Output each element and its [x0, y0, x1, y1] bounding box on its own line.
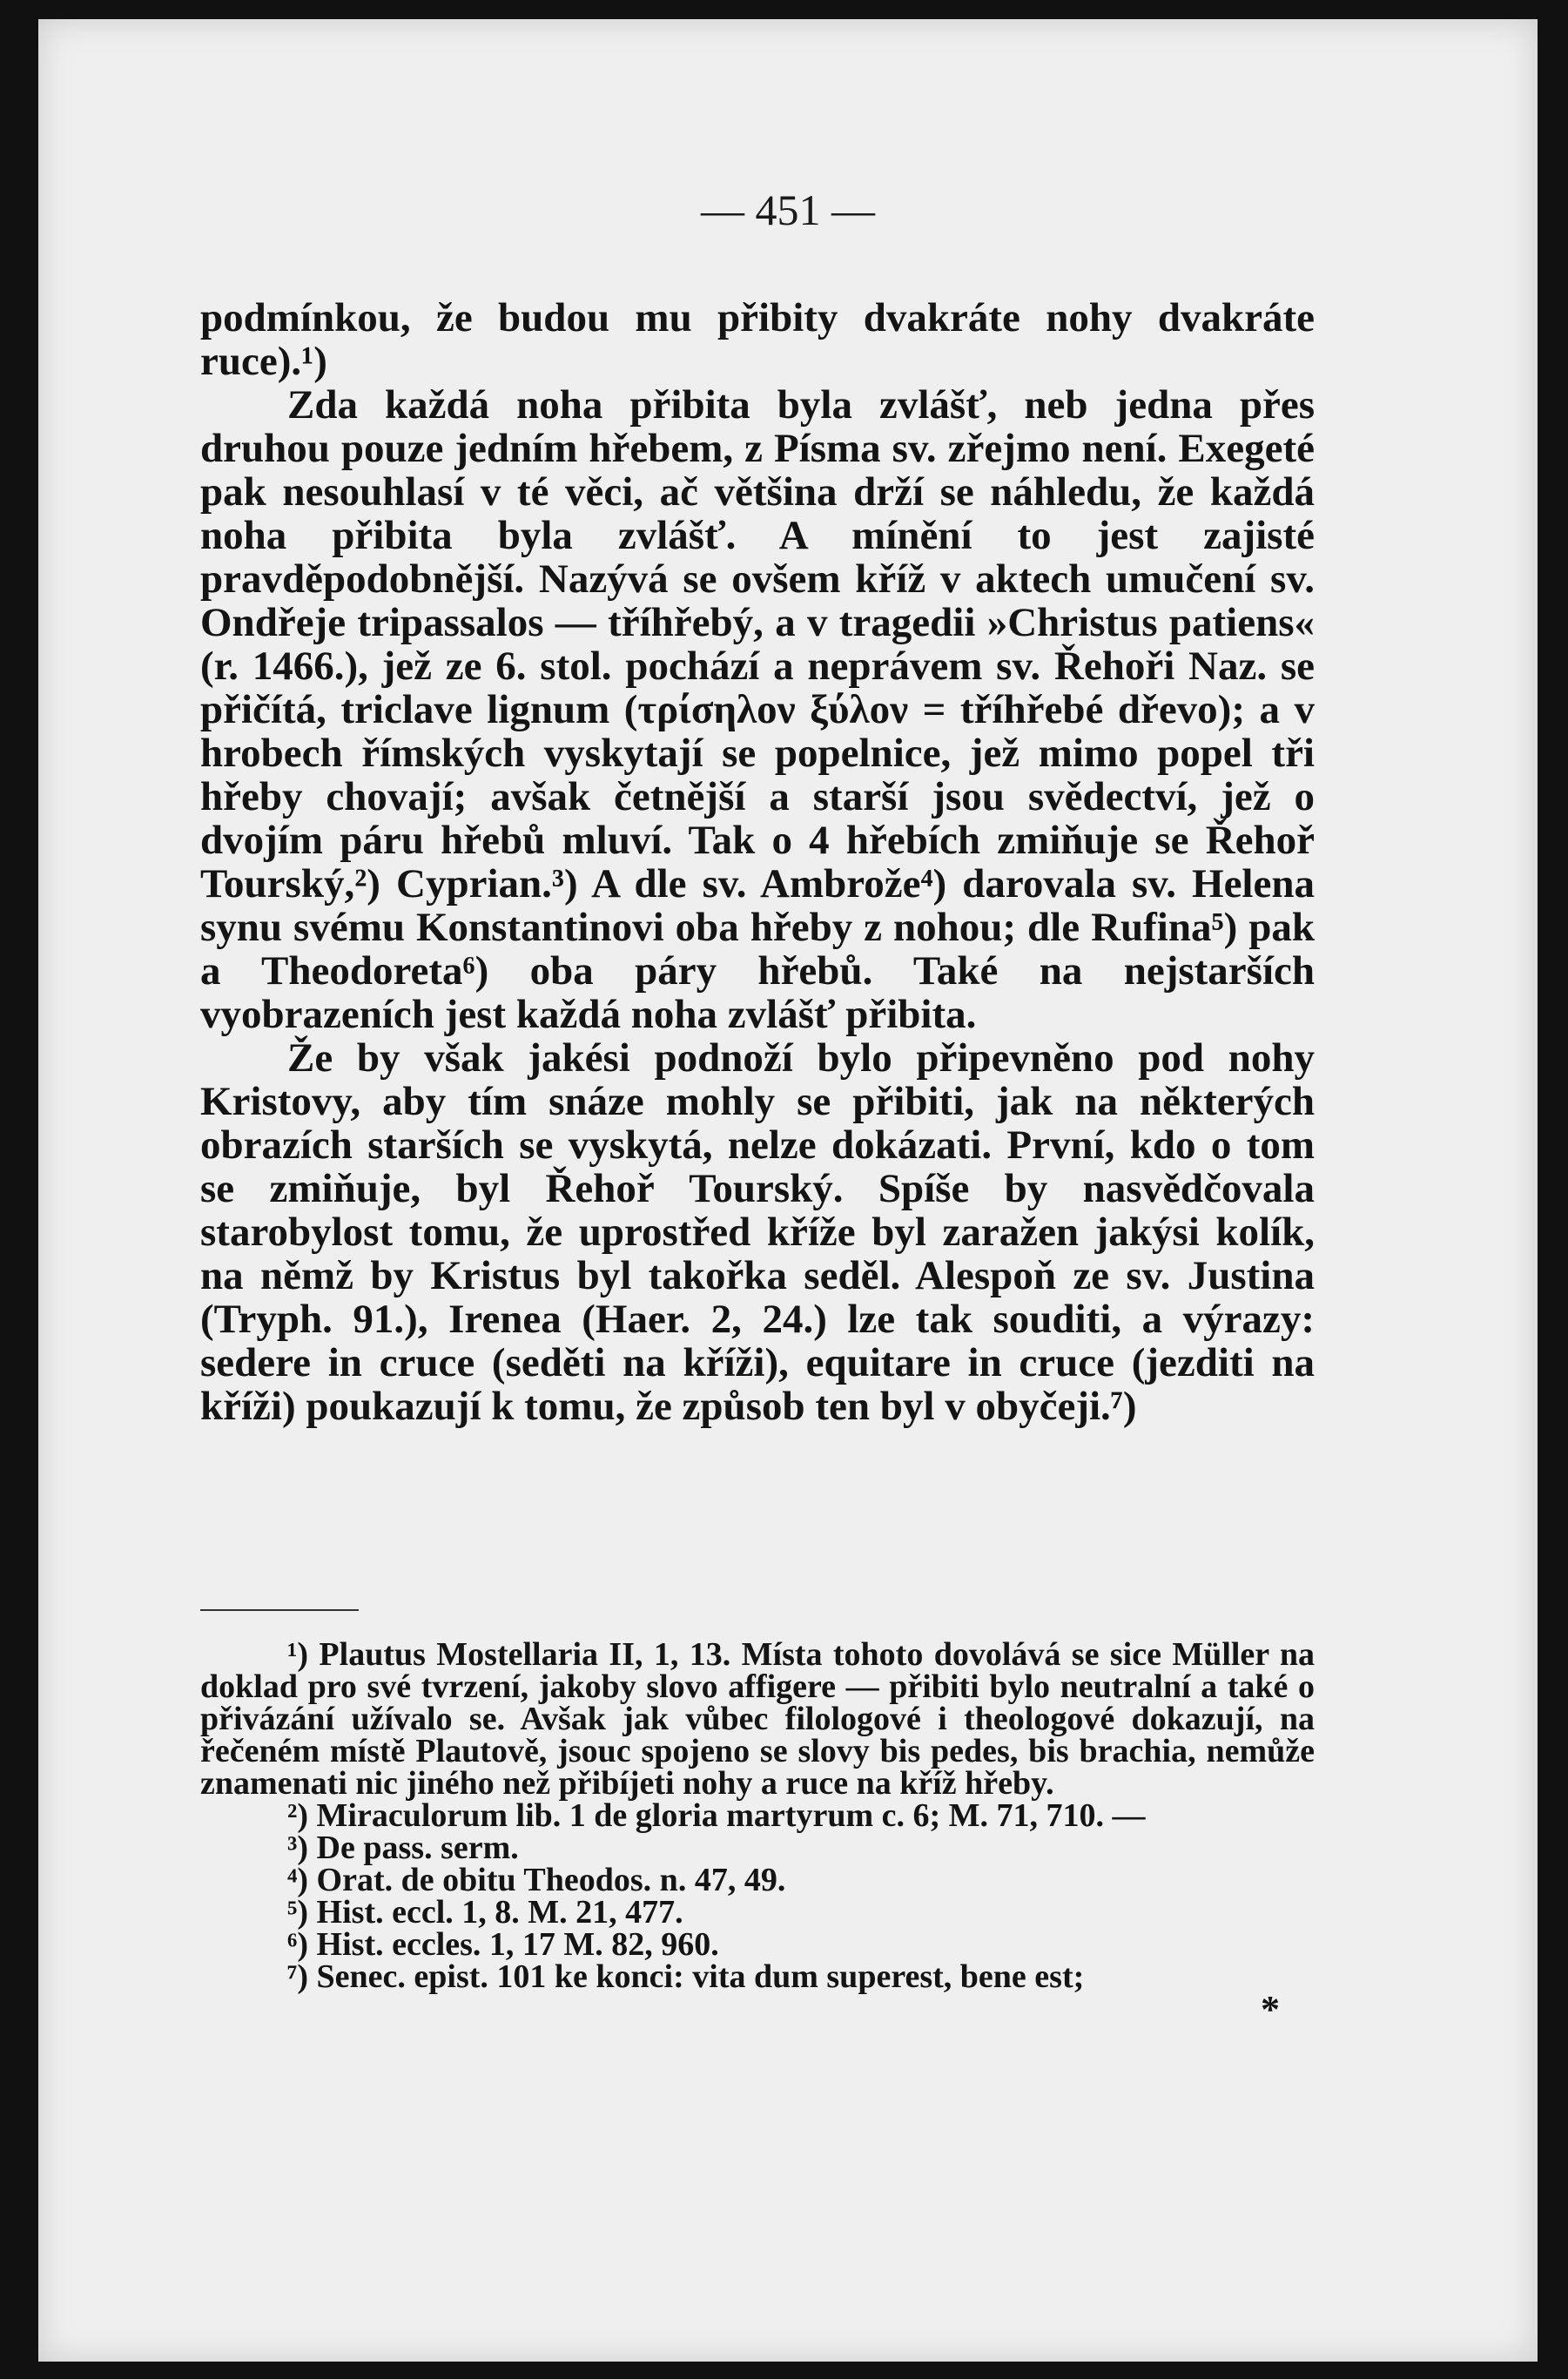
footnote-7: ⁷) Senec. epist. 101 ke konci: vita dum superest, bene est;	[287, 1958, 1085, 1995]
footnote-divider	[200, 1609, 359, 1611]
footnote-6: ⁶) Hist. eccles. 1, 17 M. 82, 960.	[287, 1926, 719, 1963]
footnotes	[200, 1636, 1315, 2031]
footnote-1: ¹) Plautus Mostellaria II, 1, 13. Místa tohoto dovolává se sice Müller na doklad pro své tvrzení, jakoby slovo affigere — přibiti bylo neutralní a také o přivázání užívalo se. Avšak jak vůbec filologové i theologové dokazují, na řečeném místě Plautově, jsouc spojeno se slovy bis pedes, bis brachia, nemůže znamenati nic jiného než přibíjeti nohy a ruce na kříž hřeby.	[200, 1636, 1315, 1802]
paragraph-2: Zda každá noha přibita byla zvlášť, neb jedna přes druhou pouze jedním hřebem, z Písma sv. zřejmo není. Exegeté pak nesouhlasí v té věci, ač většina drží se náhledu, že každá noha přibita byla zvlášť. A mínění to jest zajisté pravděpodobnější. Nazývá se ovšem kříž v aktech umučení sv. Ondřeje tripassalos — tříhřebý, a v tragedii »Christus patiens« (r. 1466.), jež ze 6. stol. pochází a neprávem sv. Řehoři Naz. se přičítá, triclave lignum (τρίσηλον ξύλον = tříhřebé dřevo); a v hrobech římských vyskytají se popelnice, jež mimo popel tři hřeby chovají; avšak četnější a starší jsou svědectví, jež o dvojím páru hřebů mluví. Tak o 4 hřebích zmiňuje se Řehoř Tourský,²) Cyprian.³) A dle sv. Ambrože⁴) darovala sv. Helena synu svému Konstantinovi oba hřeby z nohou; dle Rufina⁵) pak a Theodoreta⁶) oba páry hřebů. Také na nejstarších vyobrazeních jest každá noha zvlášť přibita.	[200, 382, 1315, 1037]
footnote-2: ²) Miraculorum lib. 1 de gloria martyrum c. 6; M. 71, 710. —	[287, 1797, 1146, 1834]
paragraph-3: Že by však jakési podnoží bylo připevněno pod nohy Kristovy, aby tím snáze mohly se přibiti, jak na některých obrazích starších se vyskytá, nelze dokázati. První, kdo o tom se zmiňuje, byl Řehoř Tourský. Spíše by nasvědčovala starobylost tomu, že uprostřed kříže byl zaražen jakýsi kolík, na němž by Kristus byl takořka seděl. Alespoň ze sv. Justina (Tryph. 91.), Irenea (Haer. 2, 24.) lze tak souditi, a výrazy: sedere in cruce (seděti na kříži), equitare in cruce (jezditi na kříži) poukazují k tomu, že způsob ten byl v obyčeji.⁷)	[200, 1035, 1315, 1429]
footnote-5: ⁵) Hist. eccl. 1, 8. M. 21, 477.	[287, 1894, 683, 1931]
end-asterisk: *	[1261, 1988, 1280, 2031]
book-page	[38, 19, 1538, 2362]
paragraph-1: podmínkou, že budou mu přibity dvakráte nohy dvakráte ruce).¹)	[200, 295, 1315, 384]
footnote-4: ⁴) Orat. de obitu Theodos. n. 47, 49.	[287, 1862, 786, 1898]
body-text	[200, 296, 1315, 1428]
footnote-3: ³) De pass. serm.	[287, 1830, 519, 1866]
page-number-header: — 451 —	[701, 185, 875, 234]
